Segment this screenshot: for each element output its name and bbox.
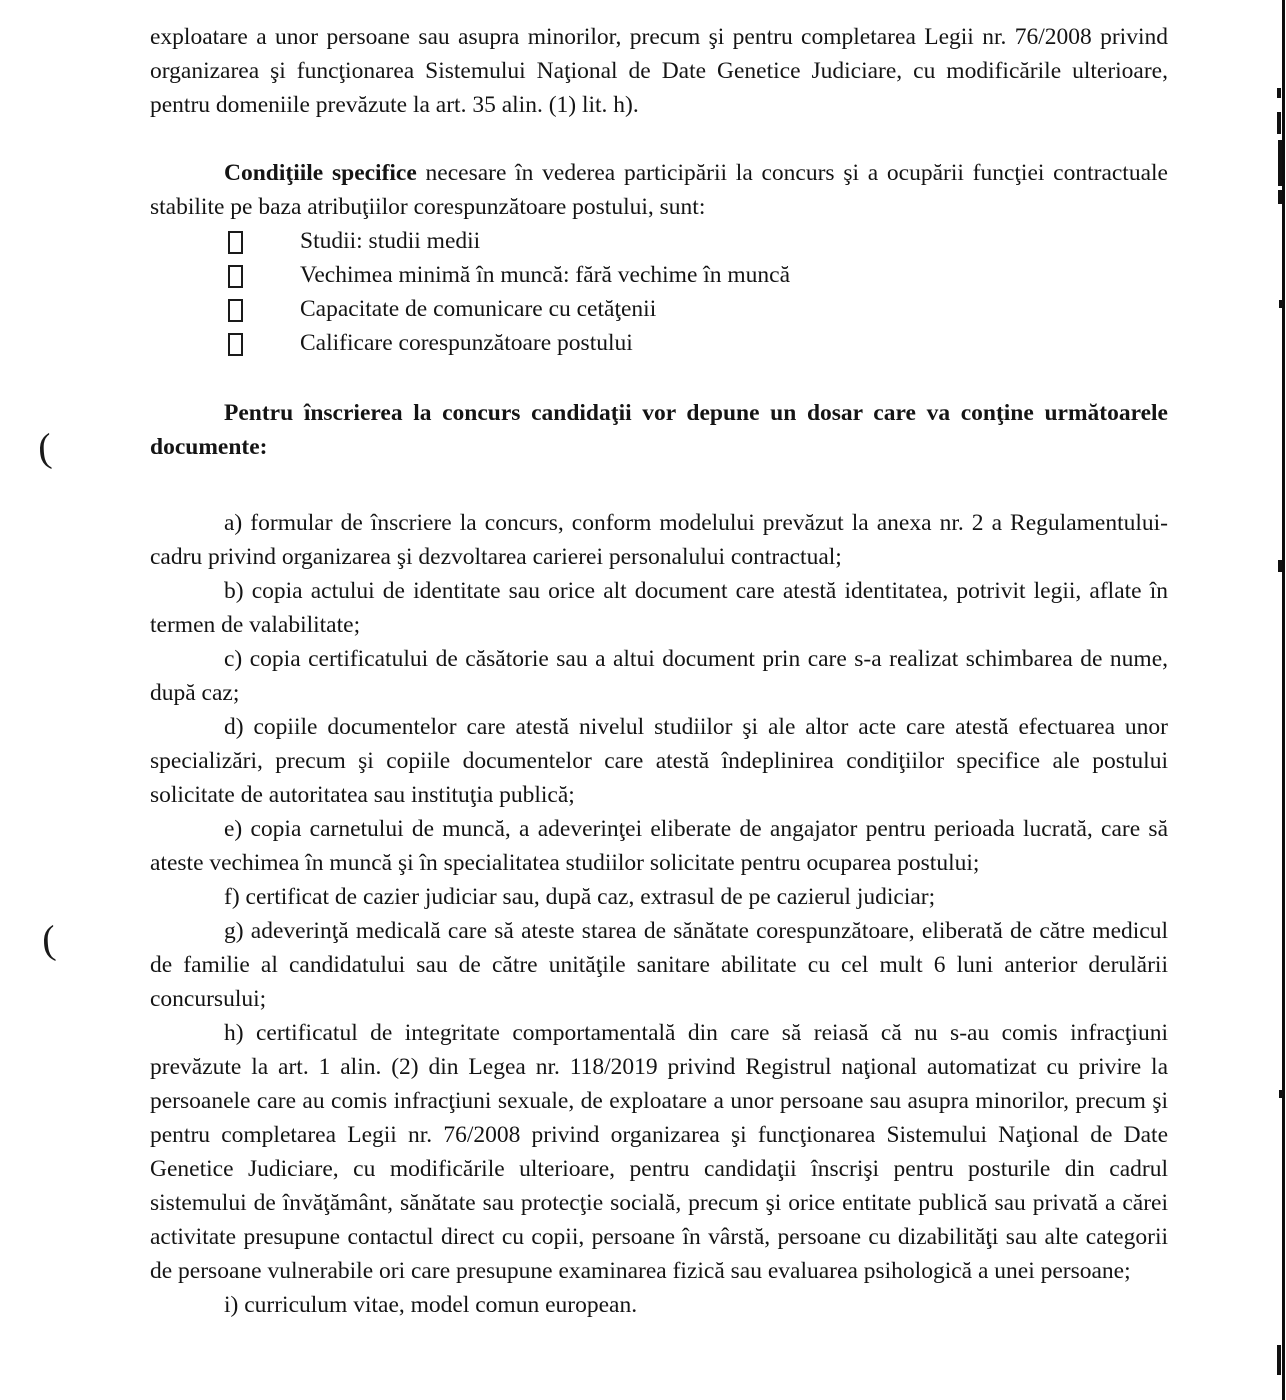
scan-edge-artifact (1278, 140, 1282, 186)
scan-edge-line (1282, 0, 1285, 1400)
document-item-paragraph: d) copiile documentelor care atestă nivelul studiilor şi ale altor acte care atestă efectuarea unor specializări, precum şi copiile documentelor care atestă îndeplinirea condiţiilor specifice ale postului solicitate de autoritatea sau instituţia publică; (150, 714, 1168, 808)
square-bullet-icon (228, 265, 243, 288)
document-item-paragraph: a) formular de înscriere la concurs, conform modelului prevăzut la anexa nr. 2 a Regulamentului-cadru privind organizarea şi dezvoltarea carierei personalului contractual; (150, 510, 1168, 570)
scan-edge-artifact (1277, 112, 1281, 134)
document-item-paragraph: g) adeverinţă medicală care să ateste starea de sănătate corespunzătoare, eliberată de către medicul de familie al candidatului sau de către unităţile sanitare abilitate cu cel mult 6 luni anterior derulării concursului; (150, 918, 1168, 1012)
enrollment-intro-paragraph: Pentru înscrierea la concurs candidaţii vor depune un dosar care va conţine următoarele documente: (150, 400, 1168, 460)
condition-list-item (150, 224, 1168, 258)
condition-label: Studii: studii medii (300, 228, 481, 254)
handwritten-paren-mark: ( (40, 916, 57, 963)
specific-conditions-paragraph (150, 156, 1168, 224)
document-item-paragraph: b) copia actului de identitate sau orice alt document care atestă identitatea, potrivit legii, aflate în termen de valabilitate; (150, 578, 1168, 638)
condition-label: Calificare corespunzătoare postului (300, 330, 633, 356)
condition-list-item (150, 258, 1168, 292)
specific-conditions-text: necesare în vederea participării la concurs şi a ocupării funcţiei contractuale stabilite pe baza atribuţiilor corespunzătoare postului, sunt: (150, 160, 1168, 220)
condition-label: Capacitate de comunicare cu cetăţenii (300, 296, 657, 322)
document-item-paragraph: e) copia carnetului de muncă, a adeverinţei eliberate de angajator pentru perioada lucrată, care să ateste vechimea în muncă şi în specialitatea studiilor solicitate pentru ocuparea postului; (150, 816, 1168, 876)
document-item-paragraph: h) certificatul de integritate comportamentală din care să reiasă că nu s-au comis infracţiuni prevăzute la art. 1 alin. (2) din Legea nr. 118/2019 privind Registrul naţional automatizat cu privire la persoanele care au comis infracţiuni sexuale, de exploatare a unor persoane sau asupra minorilor, precum şi pentru completarea Legii nr. 76/2008 privind organizarea şi funcţionarea Sistemului Naţional de Date Genetice Judiciare, cu modificările ulterioare, pentru candidaţii înscrişi pentru posturile din cadrul sistemului de învăţământ, sănătate sau protecţie socială, precum şi orice entitate publică sau privată a cărei activitate presupune contactul direct cu copii, persoane în vârstă, persoane cu dizabilităţi sau alte categorii de persoane vulnerabile ori care presupune examinarea fizică sau evaluarea psihologică a unei persoane; (150, 1020, 1168, 1284)
scan-edge-artifact (1277, 1345, 1281, 1375)
specific-conditions-lead: Condiţiile specifice (224, 160, 417, 186)
condition-label: Vechimea minimă în muncă: fără vechime în muncă (300, 262, 791, 288)
document-item-paragraph: f) certificat de cazier judiciar sau, după caz, extrasul de pe cazierul judiciar; (224, 884, 936, 910)
square-bullet-icon (228, 333, 243, 356)
scan-edge-artifact (1279, 300, 1283, 308)
scan-edge-artifact (1277, 88, 1281, 98)
continuation-paragraph: exploatare a unor persoane sau asupra minorilor, precum şi pentru completarea Legii nr. 76/2008 privind organizarea şi funcţionarea Sistemului Naţional de Date Genetice Judiciare, cu modificările ulterioare, pentru domeniile prevăzute la art. 35 alin. (1) lit. h). (150, 24, 1168, 118)
handwritten-paren-mark: ( (36, 424, 53, 471)
condition-list-item (150, 292, 1168, 326)
scan-edge-artifact (1278, 190, 1282, 204)
specific-conditions-list (150, 224, 1168, 360)
square-bullet-icon (228, 299, 243, 322)
scan-edge-artifact (1279, 1090, 1283, 1098)
required-documents-list (150, 506, 1168, 1322)
condition-list-item (150, 326, 1168, 360)
square-bullet-icon (228, 231, 243, 254)
document-item-paragraph: c) copia certificatului de căsătorie sau a altui document prin care s-a realizat schimbarea de nume, după caz; (150, 646, 1168, 706)
document-item-paragraph: i) curriculum vitae, model comun european. (224, 1292, 638, 1318)
scan-edge-artifact (1278, 560, 1282, 572)
document-body (150, 20, 1168, 1322)
